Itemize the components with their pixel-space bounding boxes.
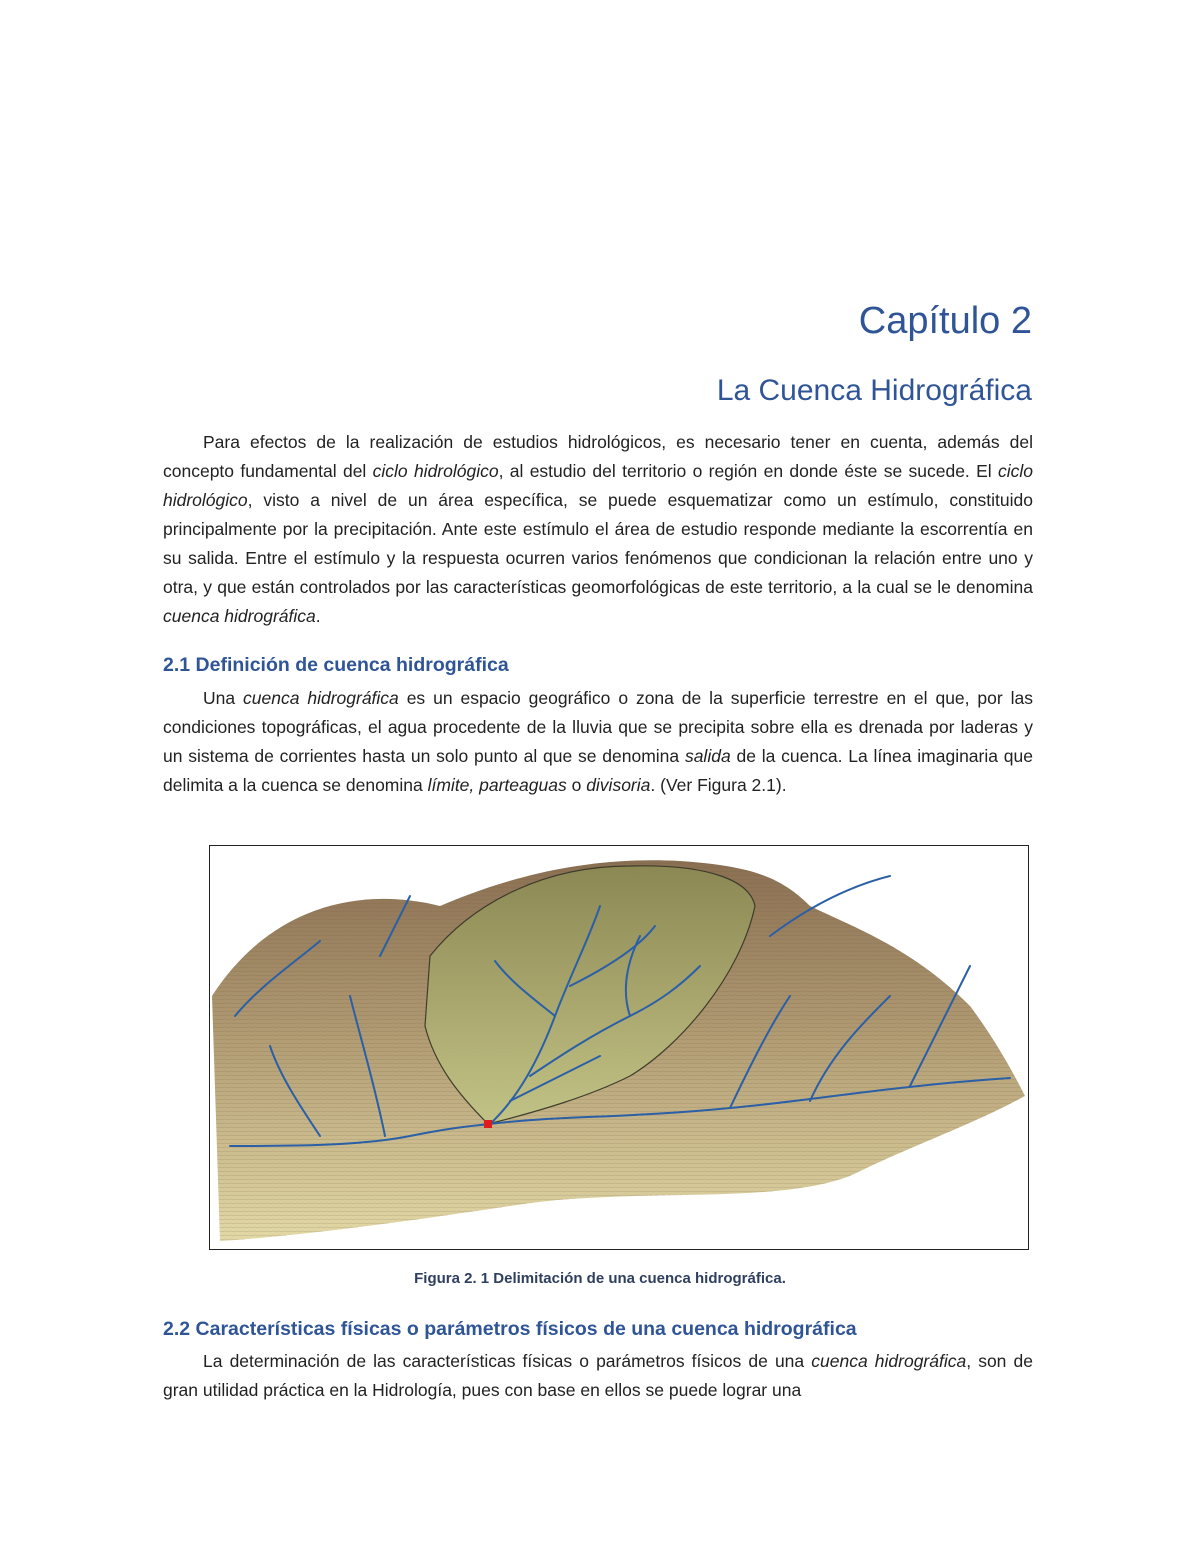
section-heading-2-1: 2.1 Definición de cuenca hidrográfica: [163, 654, 509, 676]
section-2-2-paragraph: La determinación de las características físicas o parámetros físicos de una cuenca hidrográfica, son de gran utilidad práctica en la Hidrología, pues con base en ellos se puede lograr una: [163, 1351, 1033, 1400]
chapter-title: La Cuenca Hidrográfica: [716, 374, 1032, 407]
intro-paragraph: Para efectos de la realización de estudios hidrológicos, es necesario tener en cuenta, además del concepto fundamental del ciclo hidrológico, al estudio del territorio o región en donde éste se sucede. El ciclo hidrológico, visto a nivel de un área específica, se puede esquematizar como un estímulo, constituido principalmente por la precipitación. Ante este estímulo el área de estudio responde mediante la escorrentía en su salida. Entre el estímulo y la respuesta ocurren varios fenómenos que condicionan la relación entre uno y otra, y que están controlados por las características geomorfológicas de este territorio, a la cual se le denomina cuenca hidrográfica.: [163, 432, 1033, 626]
section-heading-2-2: 2.2 Características físicas o parámetros físicos de una cuenca hidrográfica: [163, 1318, 857, 1340]
chapter-number: Capítulo 2: [858, 300, 1032, 342]
section-2-1-paragraph: Una cuenca hidrográfica es un espacio geográfico o zona de la superficie terrestre en el que, por las condiciones topográficas, el agua procedente de la lluvia que se precipita sobre ella es drenada por laderas y un sistema de corrientes hasta un solo punto al que se denomina salida de la cuenca. La línea imaginaria que delimita a la cuenca se denomina límite, parteaguas o divisoria. (Ver Figura 2.1).: [163, 688, 1033, 795]
figure-caption: Figura 2. 1 Delimitación de una cuenca hidrográfica.: [414, 1270, 786, 1287]
basin-outlet-marker: [484, 1120, 492, 1128]
figure-frame: [209, 845, 1029, 1250]
watershed-terrain-illustration: [210, 846, 1028, 1249]
